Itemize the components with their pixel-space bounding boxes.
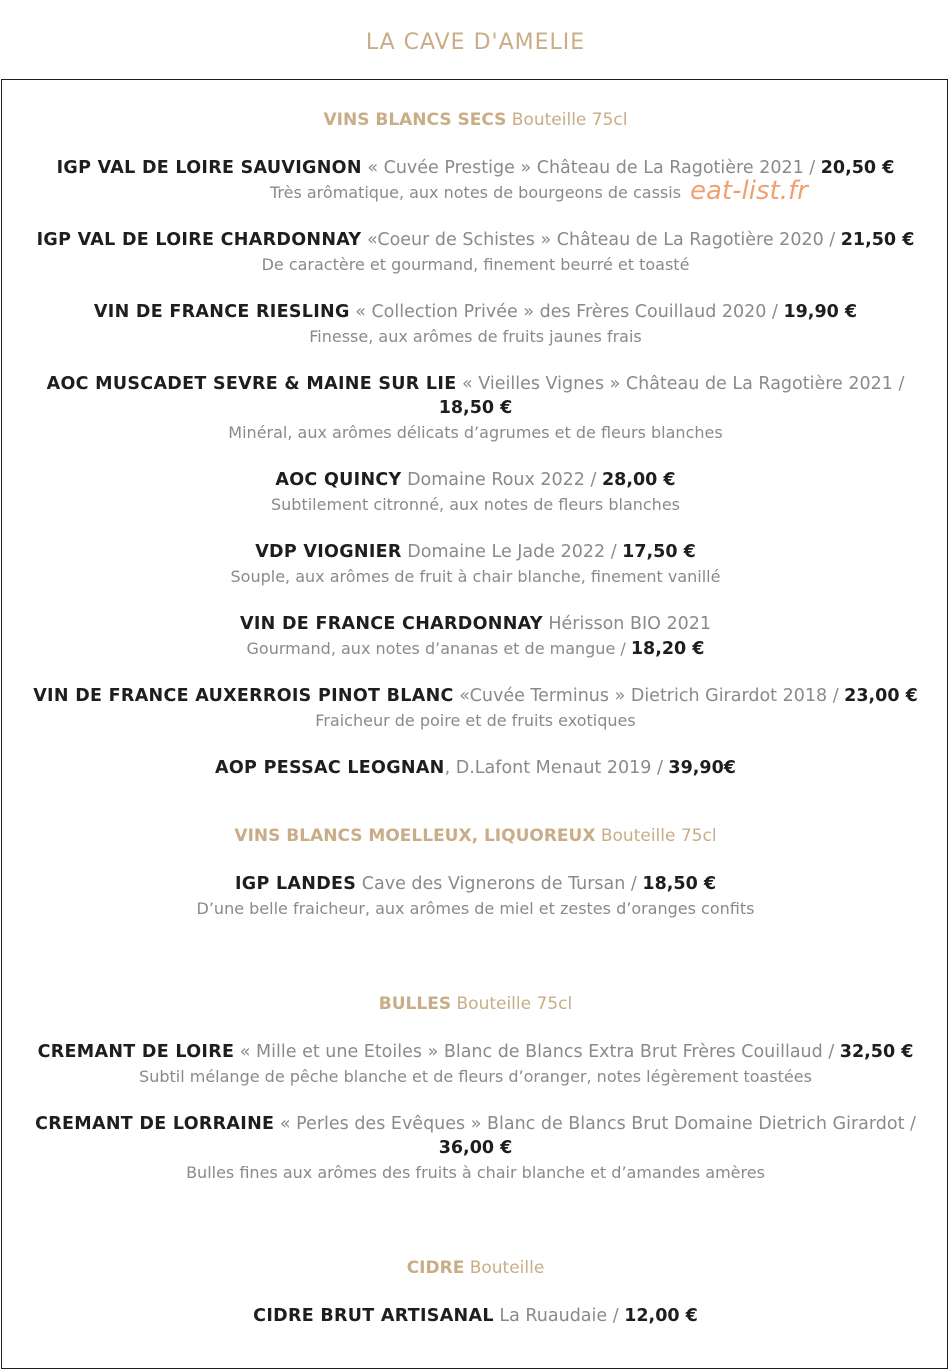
wine-description: Finesse, aux arômes de fruits jaunes frais — [309, 327, 642, 346]
wine-landes — [0, 872, 951, 896]
wine-price: 32,50 € — [839, 1042, 914, 1062]
wine-name: IGP LANDES — [234, 874, 357, 894]
wine-description: Minéral, aux arômes délicats d’agrumes et de fleurs blanches — [228, 423, 723, 442]
wine-price: 20,50 € — [820, 158, 895, 178]
wine-name: CIDRE BRUT ARTISANAL — [253, 1306, 494, 1326]
section-note: Bouteille 75cl — [456, 994, 573, 1014]
wine-description: Bulles fines aux arômes des fruits à chair blanche et d’amandes amères — [186, 1163, 765, 1182]
wine-detail: « Vieilles Vignes » Château de La Ragotière 2021 / — [456, 374, 905, 394]
section-note: Bouteille — [469, 1258, 545, 1278]
wine-detail: «Cuvée Terminus » Dietrich Girardot 2018 / — [453, 686, 845, 706]
wine-price: 18,50 € — [438, 398, 513, 418]
wine-price: 28,00 € — [601, 470, 676, 490]
wine-detail: La Ruaudaie / — [493, 1306, 625, 1326]
wine-detail: «Coeur de Schistes » Château de La Ragotière 2020 / — [361, 230, 841, 250]
wine-chardonnay-france — [0, 612, 951, 636]
wine-cremant-loire — [0, 1040, 951, 1064]
wine-detail: « Cuvée Prestige » Château de La Ragotière 2021 / — [361, 158, 821, 178]
wine-price: 36,00 € — [438, 1138, 513, 1158]
wine-price: 39,90€ — [668, 758, 736, 778]
wine-viognier — [0, 540, 951, 564]
section-note: Bouteille 75cl — [511, 110, 628, 130]
wine-riesling — [0, 300, 951, 324]
section-title: VINS BLANCS MOELLEUX, LIQUOREUX — [234, 826, 596, 846]
wine-chardonnay-loire — [0, 228, 951, 252]
wine-description: De caractère et gourmand, finement beurré et toasté — [261, 255, 690, 274]
wine-detail: Cave des Vignerons de Tursan / — [356, 874, 643, 894]
page-title: LA CAVE D'AMELIE — [365, 30, 586, 55]
section-title: CIDRE — [406, 1258, 465, 1278]
wine-description: Fraicheur de poire et de fruits exotiques — [315, 711, 636, 730]
wine-name: AOC QUINCY — [275, 470, 402, 490]
wine-detail: « Mille et une Etoiles » Blanc de Blancs Extra Brut Frères Couillaud / — [234, 1042, 840, 1062]
wine-detail: « Collection Privée » des Frères Couillaud 2020 / — [349, 302, 784, 322]
wine-description: Gourmand, aux notes d’ananas et de mangue / — [246, 639, 631, 658]
wine-name: AOP PESSAC LEOGNAN — [215, 758, 445, 778]
wine-description-line — [0, 637, 951, 661]
wine-description: Souple, aux arômes de fruit à chair blanche, finement vanillé — [230, 567, 721, 586]
wine-cremant-lorraine — [0, 1112, 951, 1160]
section-header-bulles — [0, 992, 951, 1016]
wine-sauvignon — [0, 156, 951, 180]
wine-price: 21,50 € — [840, 230, 915, 250]
section-header-moelleux — [0, 824, 951, 848]
wine-name: AOC MUSCADET SEVRE & MAINE SUR LIE — [46, 374, 457, 394]
watermark: eat-list.fr — [690, 176, 808, 206]
wine-muscadet — [0, 372, 951, 420]
section-title: VINS BLANCS SECS — [323, 110, 507, 130]
wine-price: 23,00 € — [844, 686, 918, 706]
section-title: BULLES — [378, 994, 452, 1014]
wine-detail: « Perles des Evêques » Blanc de Blancs Brut Domaine Dietrich Girardot / — [274, 1114, 916, 1134]
wine-name: VIN DE FRANCE CHARDONNAY — [239, 614, 543, 634]
wine-description: Subtil mélange de pêche blanche et de fleurs d’oranger, notes légèrement toastées — [139, 1067, 812, 1086]
wine-name: CREMANT DE LORRAINE — [35, 1114, 275, 1134]
wine-name: CREMANT DE LOIRE — [37, 1042, 235, 1062]
wine-name: IGP VAL DE LOIRE CHARDONNAY — [36, 230, 362, 250]
section-note: Bouteille 75cl — [600, 826, 717, 846]
wine-detail: Domaine Roux 2022 / — [401, 470, 602, 490]
wine-pessac — [0, 756, 951, 780]
wine-price: 18,20 € — [630, 639, 705, 659]
wine-description: Subtilement citronné, aux notes de fleurs blanches — [271, 495, 680, 514]
wine-price: 18,50 € — [642, 874, 717, 894]
wine-name: IGP VAL DE LOIRE SAUVIGNON — [56, 158, 362, 178]
cidre-brut-artisanal — [0, 1304, 951, 1328]
wine-detail: Domaine Le Jade 2022 / — [401, 542, 623, 562]
wine-name: VIN DE FRANCE RIESLING — [93, 302, 350, 322]
wine-detail: , D.Lafont Menaut 2019 / — [444, 758, 669, 778]
wine-description: D’une belle fraicheur, aux arômes de miel et zestes d’oranges confits — [196, 899, 755, 918]
wine-name: VIN DE FRANCE AUXERROIS PINOT BLANC — [33, 686, 454, 706]
section-header-cidre — [0, 1256, 951, 1280]
section-header-blancs-secs — [0, 108, 951, 132]
wine-name: VDP VIOGNIER — [255, 542, 402, 562]
wine-quincy — [0, 468, 951, 492]
wine-auxerrois — [0, 684, 951, 708]
wine-price: 17,50 € — [622, 542, 696, 562]
wine-price: 12,00 € — [624, 1306, 698, 1326]
wine-price: 19,90 € — [783, 302, 858, 322]
wine-description: Très arômatique, aux notes de bourgeons de cassis — [269, 183, 682, 202]
wine-detail: Hérisson BIO 2021 — [542, 614, 711, 634]
